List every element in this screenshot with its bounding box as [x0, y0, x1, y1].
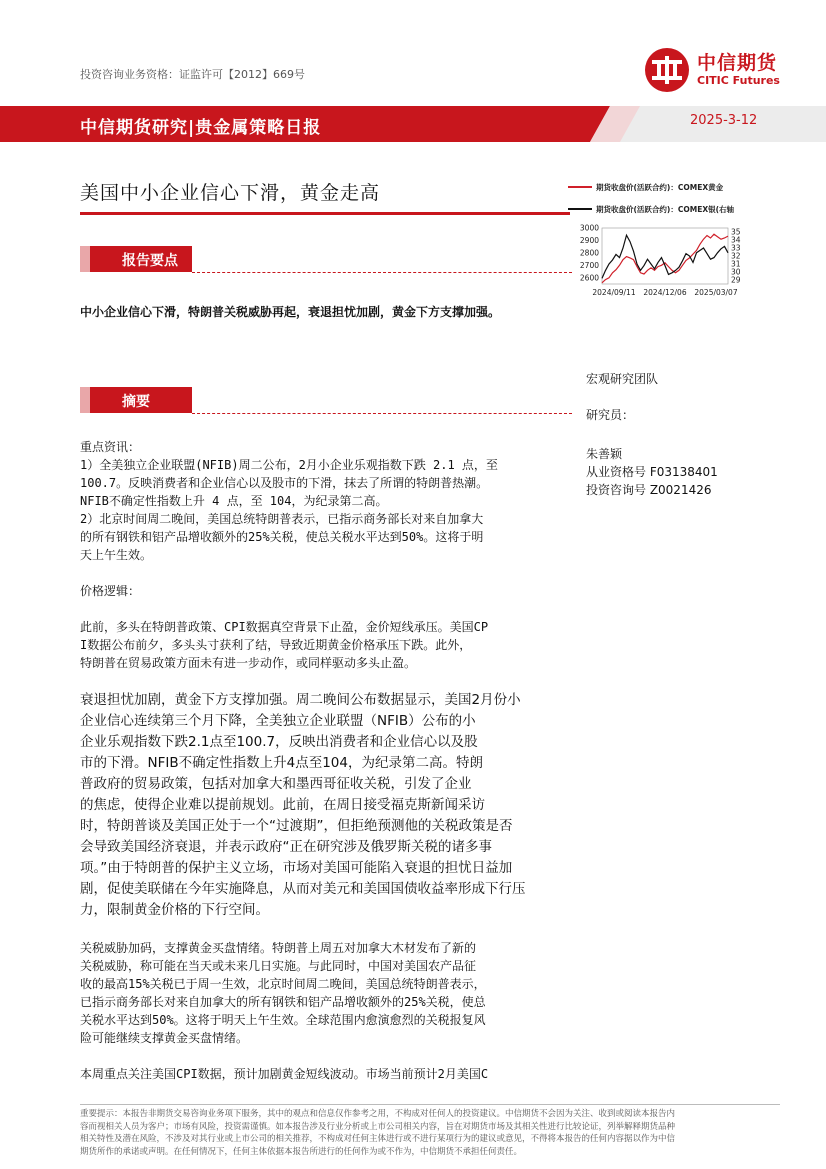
key-points-summary: 中小企业信心下滑，特朗普关税威胁再起，衰退担忧加剧，黄金下方支撑加强。: [80, 305, 501, 319]
section-label: 报告要点: [122, 253, 178, 269]
section-divider: [192, 413, 572, 414]
report-series-title: 中信期货研究|贵金属策略日报: [80, 118, 322, 138]
body-line: 的所有钢铁和铝产品增收额外的25%关税，使总关税水平达到50%。这将于明: [80, 530, 484, 544]
section-tag-key-points: [80, 246, 192, 272]
disclaimer-line: 重要提示：本报告非期货交易咨询业务项下服务，其中的观点和信息仅作参考之用，不构成对任何人的投资建议。中信期货不会因为关注、收到或阅读本报告内: [80, 1109, 676, 1119]
legend-entry: 期货收盘价(活跃合约)：COMEX银(右轴: [596, 205, 735, 214]
researcher-name: 朱善颖: [586, 447, 623, 461]
body-line: 收的最高15%关税已于周一生效，北京时间周二晚间，美国总统特朗普表示，: [80, 977, 486, 991]
researcher-label: 研究员：: [586, 408, 635, 422]
x-tick-label: 2024/12/06: [643, 288, 687, 297]
y-right-tick-label: 31: [731, 259, 741, 269]
y-right-tick-label: 35: [731, 227, 741, 237]
body-line: 2）北京时间周二晚间，美国总统特朗普表示，已指示商务部长对来自加拿大: [80, 512, 484, 526]
y-left-tick-label: 2600: [579, 273, 599, 283]
body-line: 市的下滑。NFIB不确定性指数上升4点至104，为纪录第二高。特朗: [80, 755, 483, 771]
research-team: 宏观研究团队: [586, 372, 659, 386]
body-line: 关税威胁，称可能在当天或未来几日实施。与此同时，中国对美国农产品征: [80, 959, 477, 973]
logo-emblem-icon: [643, 46, 691, 94]
logo-name-en: CITIC Futures: [697, 74, 780, 87]
body-line: 本周重点关注美国CPI数据，预计加剧黄金短线波动。市场当前预计2月美国C: [80, 1067, 489, 1081]
body-line: 普政府的贸易政策，包括对加拿大和墨西哥征收关税，引发了企业: [80, 776, 472, 792]
section-tag-abstract: [80, 387, 192, 413]
y-right-tick-label: 30: [731, 267, 741, 277]
y-left-tick-label: 2800: [579, 248, 599, 258]
body-line: 剧，促使美联储在今年实施降息，从而对美元和美国国债收益率形成下行压: [80, 881, 526, 897]
license-text: 投资咨询业务资格：证监许可【2012】669号: [80, 68, 305, 81]
section-divider: [192, 272, 572, 273]
body-line: 关税威胁加码，支撑黄金买盘情绪。特朗普上周五对加拿大木材发布了新的: [80, 941, 477, 955]
y-left-tick-label: 3000: [579, 223, 599, 233]
series-line: [602, 235, 728, 278]
body-line: 会导致美国经济衰退，并表示政府“正在研究涉及俄罗斯关税的诸多事: [80, 839, 492, 855]
body-line: 特朗普在贸易政策方面未有进一步动作，或同样驱动多头止盈。: [80, 656, 417, 670]
y-right-tick-label: 34: [731, 235, 741, 245]
y-left-tick-label: 2700: [579, 260, 599, 270]
info-heading: 重点资讯：: [80, 440, 141, 454]
body-line: I数据公布前夕，多头头寸获利了结，导致近期黄金价格承压下跌。此外，: [80, 638, 472, 652]
body-line: 天上午生效。: [80, 548, 153, 562]
body-line: 的焦虑，使得企业难以提前规划。此前，在周日接受福克斯新闻采访: [80, 797, 485, 813]
company-logo: [643, 46, 803, 94]
body-line: 险可能继续支撑黄金买盘情绪。: [80, 1031, 249, 1045]
x-tick-label: 2024/09/11: [592, 288, 636, 297]
y-right-tick-label: 29: [731, 275, 741, 285]
title-underline: [80, 212, 570, 215]
body-line: 项。”由于特朗普的保护主义立场，市场对美国可能陷入衰退的担忧日益加: [80, 860, 513, 876]
body-line: 衰退担忧加剧，黄金下方支撑加强。周二晚间公布数据显示，美国2月份小: [80, 692, 521, 708]
body-line: 企业乐观指数下跌2.1点至100.7，反映出消费者和企业信心以及股: [80, 734, 478, 750]
y-right-tick-label: 32: [731, 251, 741, 261]
body-line: NFIB不确定性指数上升 4 点，至 104，为纪录第二高。: [80, 494, 388, 508]
price-chart: [566, 178, 792, 308]
legend-entry: 期货收盘价(活跃合约)：COMEX黄金: [596, 183, 724, 192]
footer-divider: [80, 1104, 780, 1105]
price-chart-svg: [566, 178, 792, 308]
consulting-number: 投资咨询号 Z0021426: [586, 483, 712, 497]
body-line: 企业信心连续第三个月下降，全美独立企业联盟（NFIB）公布的小: [80, 713, 476, 729]
body-line: 时，特朗普谈及美国正处于一个“过渡期”，但拒绝预测他的关税政策是否: [80, 818, 513, 834]
disclaimer-line: 期货所作的承诺或声明。在任何情况下，任何主体依据本报告所进行的任何作为或不作为，中信期货不承担任何责任。: [80, 1146, 523, 1157]
body-line: 关税水平达到50%。这将于明天上午生效。全球范围内愈演愈烈的关税报复风: [80, 1013, 486, 1027]
disclaimer-line: 相关特性及潜在风险，不涉及对其行业或上市公司的相关推荐，不构成对任何主体进行或不进行某项行为的建议或意见，不得将本报告的任何内容据以作为中信: [80, 1134, 676, 1144]
disclaimer-line: 容而视相关人员为客户；市场有风险，投资需谨慎。如本报告涉及行业分析或上市公司相关内容，旨在对期货市场及其相关性进行比较论证，列举解释期货品种: [80, 1121, 676, 1132]
body-line: 此前，多头在特朗普政策、CPI数据真空背景下止盈，金价短线承压。美国CP: [80, 620, 489, 634]
report-date: 2025-3-12: [690, 113, 758, 128]
qualification-number: 从业资格号 F03138401: [586, 465, 718, 479]
disclaimer: [80, 1108, 780, 1158]
series-line: [602, 234, 728, 283]
body-line: 100.7。反映消费者和企业信心以及股市的下滑，抹去了所谓的特朗普热潮。: [80, 476, 489, 490]
body-line: 力，限制黄金价格的下行空间。: [80, 902, 269, 918]
y-left-tick-label: 2900: [579, 235, 599, 245]
logo-name-cn: 中信期货: [697, 52, 778, 74]
section-label: 摘要: [122, 394, 150, 410]
page-title: 美国中小企业信心下滑，黄金走高: [80, 182, 381, 204]
body-line: 已指示商务部长对来自加拿大的所有钢铁和铝产品增收额外的25%关税，使总: [80, 995, 486, 1009]
y-right-tick-label: 33: [731, 243, 741, 253]
body-line: 1）全美独立企业联盟(NFIB)周二公布，2月小企业乐观指数下跌 2.1 点，至: [80, 458, 498, 472]
logic-heading: 价格逻辑：: [80, 584, 141, 598]
x-tick-label: 2025/03/07: [694, 288, 738, 297]
abstract-body: [80, 438, 576, 1083]
